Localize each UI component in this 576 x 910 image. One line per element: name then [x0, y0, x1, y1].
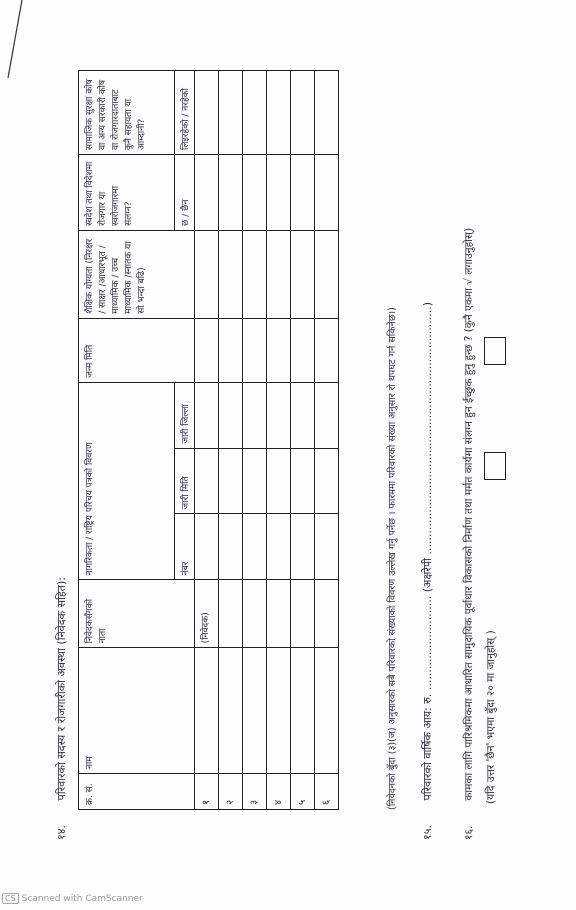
name-cell[interactable] — [291, 648, 315, 774]
header-employment: स्वदेश तथा विदेशमा रोजगार या स्वरोजगारमा संलग्न? — [79, 155, 175, 231]
header-issue-district: जारी जिल्ला — [175, 382, 195, 448]
header-social-security-options: लिइरहेको / नरहेको — [175, 71, 195, 155]
header-relation: निवेदकसँगको नाता — [79, 580, 195, 648]
dob-cell[interactable] — [243, 318, 267, 382]
rotated-form — [50, 40, 530, 840]
citizenship-number-cell[interactable] — [219, 514, 243, 580]
scanner-watermark — [2, 893, 143, 904]
header-citizenship-number: नंबर — [175, 514, 195, 580]
education-cell[interactable] — [315, 230, 339, 318]
paper-edge-mark — [2, 0, 32, 80]
citizenship-number-cell[interactable] — [243, 514, 267, 580]
header-issue-date: जारी मिति — [175, 448, 195, 514]
social-security-cell[interactable] — [315, 71, 339, 155]
question-16 — [462, 228, 476, 840]
table-row — [243, 71, 267, 810]
employment-cell[interactable] — [315, 155, 339, 231]
annual-income-field[interactable]: परिवारको वार्षिक आय: रु. ........................... (अक्षरेपी .......................................................................) — [421, 302, 434, 801]
dob-cell[interactable] — [195, 318, 219, 382]
employment-cell[interactable] — [243, 155, 267, 231]
dob-cell[interactable] — [315, 318, 339, 382]
relation-cell[interactable] — [291, 580, 315, 648]
issue-district-cell[interactable] — [219, 382, 243, 448]
issue-date-cell[interactable] — [195, 448, 219, 514]
citizenship-number-cell[interactable] — [291, 514, 315, 580]
issue-district-cell[interactable] — [195, 382, 219, 448]
issue-date-cell[interactable] — [291, 448, 315, 514]
checkbox-option-2[interactable] — [484, 337, 506, 365]
row-number: १ — [195, 774, 219, 810]
social-security-cell[interactable] — [195, 71, 219, 155]
education-cell[interactable] — [243, 230, 267, 318]
employment-cell[interactable] — [195, 155, 219, 231]
name-cell[interactable] — [267, 648, 291, 774]
employment-cell[interactable] — [267, 155, 291, 231]
citizenship-number-cell[interactable] — [267, 514, 291, 580]
relation-cell[interactable] — [243, 580, 267, 648]
table-row — [291, 71, 315, 810]
question-number: १६. — [463, 825, 475, 840]
employment-cell[interactable] — [219, 155, 243, 231]
checkbox-option-1[interactable] — [484, 452, 506, 480]
header-social-security: सामाजिक सुरक्षा कोष वा अन्य सरकारी कोष वा रोजगारदाताबाट कुनै सहायता या आम्दानी? — [79, 71, 175, 155]
education-cell[interactable] — [291, 230, 315, 318]
row-number: ४ — [267, 774, 291, 810]
relation-cell[interactable] — [315, 580, 339, 648]
name-cell[interactable] — [195, 648, 219, 774]
social-security-cell[interactable] — [219, 71, 243, 155]
table-row — [315, 71, 339, 810]
issue-date-cell[interactable] — [219, 448, 243, 514]
issue-district-cell[interactable] — [315, 382, 339, 448]
header-sn: क्र. सं. — [79, 774, 195, 810]
issue-date-cell[interactable] — [315, 448, 339, 514]
social-security-cell[interactable] — [291, 71, 315, 155]
dob-cell[interactable] — [219, 318, 243, 382]
social-security-cell[interactable] — [243, 71, 267, 155]
table-row — [267, 71, 291, 810]
question-number: १४. — [55, 825, 68, 840]
header-employment-options: छ / छैन — [175, 155, 195, 231]
name-cell[interactable] — [315, 648, 339, 774]
question-number: १५. — [421, 825, 434, 840]
camscanner-logo: CS — [2, 893, 19, 904]
question-text: कामका लागि पारिश्रमिकमा आधारित सामुदायिक पूर्वाधार विकासको निर्माण तथा मर्मत कार्यमा संलग्न हुन ईच्छुक हुनु हुन्छ ? (कुनै एकमा √ लगाउनुहोस्) — [463, 227, 475, 801]
issue-district-cell[interactable] — [267, 382, 291, 448]
issue-district-cell[interactable] — [291, 382, 315, 448]
citizenship-number-cell[interactable] — [195, 514, 219, 580]
education-cell[interactable] — [267, 230, 291, 318]
scanner-text: Scanned with CamScanner — [21, 893, 143, 904]
header-education: शैक्षिक योग्यता (निरक्षर / साक्षर /आधारभूत / माध्यामिक / उच्च माध्यामिक /स्नातक या सो भन्दा बढि) — [79, 230, 195, 318]
table-row — [195, 71, 219, 810]
employment-cell[interactable] — [291, 155, 315, 231]
relation-cell[interactable] — [219, 580, 243, 648]
name-cell[interactable] — [243, 648, 267, 774]
issue-date-cell[interactable] — [267, 448, 291, 514]
header-name: नाम — [79, 648, 195, 774]
dob-cell[interactable] — [291, 318, 315, 382]
row-number: ५ — [291, 774, 315, 810]
education-cell[interactable] — [195, 230, 219, 318]
row-number: २ — [219, 774, 243, 810]
issue-date-cell[interactable] — [243, 448, 267, 514]
family-members-table — [78, 70, 339, 810]
name-cell[interactable] — [219, 648, 243, 774]
question-15 — [420, 302, 435, 840]
relation-cell[interactable] — [267, 580, 291, 648]
dob-cell[interactable] — [267, 318, 291, 382]
question-14 — [54, 577, 69, 840]
header-citizenship: नागरिकता / राष्ट्रिय परिचय पत्रको विवरण — [79, 382, 175, 580]
row-number: ३ — [243, 774, 267, 810]
social-security-cell[interactable] — [267, 71, 291, 155]
row-number: ६ — [315, 774, 339, 810]
question-title: परिवारको सदस्य र रोजगारीको अवस्था (निवेदक सहित): — [55, 577, 68, 801]
relation-cell[interactable]: (निवेदक) — [195, 580, 219, 648]
question-16-note: (यदि उत्तर 'छैन' भएमा बुँदा २० मा जानुहोस् ) — [485, 630, 497, 804]
citizenship-number-cell[interactable] — [315, 514, 339, 580]
header-dob: जन्म मिति — [79, 318, 195, 382]
table-footnote: (निवेदनको बुँदा (३)(ज) अनुसारको सबै परिवारको संख्याको विवरण उल्लेख गर्नु पर्नेछ । फारममा परिवारको संख्या अनुसार रो थपघट गर्न सकिनेछ।) — [387, 307, 398, 810]
issue-district-cell[interactable] — [243, 382, 267, 448]
table-header-row — [79, 71, 175, 810]
education-cell[interactable] — [219, 230, 243, 318]
table-row — [219, 71, 243, 810]
